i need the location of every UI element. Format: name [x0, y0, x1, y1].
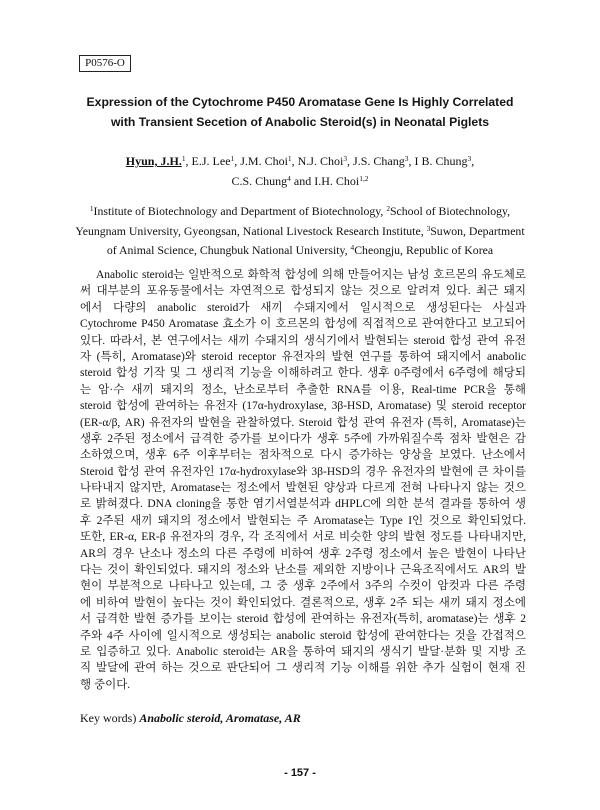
author-name: , N.J. Choi — [291, 154, 344, 168]
affiliation-marker: 2 — [386, 204, 390, 214]
abstract-line: 있다. 따라서, 본 연구에서는 새끼 수돼지의 생식기에서 발현되는 steroid 합성 관여 유전 — [80, 334, 526, 347]
abstract-line: 나타내지 않지만, Aromatase는 정소에서 발현된 양상과 다르게 전혀 나타나지 않는 것으 — [80, 482, 526, 495]
affiliation-text: School of Biotechnology, — [389, 204, 511, 218]
author-name: , I B. Chung — [408, 154, 468, 168]
affiliation-marker: 4 — [350, 243, 355, 253]
affiliation-line — [0, 241, 600, 261]
affiliation-marker: 1 — [230, 154, 235, 164]
abstract-line: Anabolic steroid는 일반적으로 화학적 합성에 의해 만들어지는 남성 호르몬의 유도체로 — [96, 269, 526, 281]
author-list — [0, 151, 600, 191]
affiliation-marker: 1 — [89, 204, 94, 214]
keywords-terms: Anabolic steroid, Aromatase, AR — [139, 711, 301, 725]
keywords-label: Key words) — [80, 711, 137, 725]
title-line: with Transient Secetion of Anabolic Steroid(s) in Neonatal Piglets — [110, 114, 490, 129]
abstract-line: Cytochrome P450 Aromatase 효소가 이 호르몬의 합성에 직접적으로 관여한다고 보고되어 — [80, 318, 526, 331]
abstract-body — [80, 267, 526, 693]
affiliation-line — [0, 202, 600, 222]
abstract-line: 다는 것이 확인되었다. 돼지의 정소와 난소를 제외한 지방이나 근육조직에서도 AR의 발 — [80, 564, 526, 577]
affiliation-text: Suwon, Department — [430, 223, 525, 238]
abstract-line: 로 입증하고 있다. Anabolic steroid는 AR을 통하여 돼지의 생식기 발달·분화 및 지방 조 — [80, 645, 526, 658]
affiliation-marker: 3 — [343, 154, 348, 164]
abstract-line: 로 밝혀졌다. DNA cloning을 통한 염기서열분석과 dHPLC에 의한 분석 결과를 통하여 생 — [80, 498, 526, 511]
abstract-line: 에서 다량의 anabolic steroid가 새끼 수돼지에서 일시적으로 생성된다는 사실과 — [80, 301, 526, 314]
affiliation-marker: 1 — [181, 154, 186, 164]
affiliation-line — [0, 222, 600, 242]
keywords — [80, 710, 526, 726]
abstract-line: 주와 4주 사이에 일시적으로 생성되는 anabolic steroid 합성에 관여한다는 것을 간접적으 — [80, 629, 526, 642]
author-name: C.S. Chung — [231, 174, 288, 188]
abstract-line: 는 암·수 새끼 돼지의 정소, 난소로부터 추출한 RNA를 이용, Real-time PCR을 통해 — [80, 383, 526, 396]
abstract-line: 또한, ER-α, ER-β 유전자의 경우, 각 조직에서 서로 비슷한 양의 발현 정도를 나타내지만, — [80, 531, 526, 544]
abstract-line: 후 2주된 새끼 돼지의 정소에서 발현되는 주 Aromatase는 Type I인 것으로 확인되었다. — [80, 514, 526, 527]
affiliation-text: Institute of Biotechnology and Department of Biotechnology, — [93, 204, 387, 218]
abstract-line: 써 대부분의 포유동물에서는 자연적으로 합성되지 않는 것으로 알려져 있다. 최근 돼지 — [80, 285, 526, 298]
affiliation-list — [0, 202, 600, 261]
affiliation-text: Yeungnam University, Gyeongsan, National Livestock Research Institute, — [75, 223, 427, 238]
abstract-line: AR의 경우 난소나 정소의 다른 주령에 비하여 생후 2주령 정소에서 높은 발현이 나타난 — [80, 547, 526, 560]
presenting-author-name: Hyun, J.H. — [125, 154, 182, 168]
abstract-line: (ER-α/β, AR) 유전자의 발현을 관찰하였다. Steroid 합성 관여 유전자 (특히, Aromatase)는 — [80, 416, 526, 429]
author-name: , — [471, 154, 475, 168]
title-line: Expression of the Cytochrome P450 Aromatase Gene Is Highly Correlated — [86, 95, 514, 109]
abstract-code-box — [79, 55, 131, 72]
abstract-line: steroid 합성에 관여하는 유전자 (17α-hydroxylase, 3β-HSD, Aromatase) 및 steroid receptor — [80, 400, 526, 413]
affiliation-marker: 3 — [426, 223, 431, 233]
abstract-line: steroid 합성 기작 및 그 생리적 기능을 이해하려고 한다. 생후 0주령에서 6주령에 해당되 — [80, 367, 526, 380]
abstract-line: 에 비하여 발현이 높다는 것이 확인되었다. 결론적으로, 생후 2주 되는 새끼 돼지 정소에 — [80, 596, 526, 609]
author-name: , J.M. Choi — [234, 154, 288, 168]
abstract-line: 서 급격한 발현 증가를 보이는 steroid 합성에 관여하는 유전자(특히, aromatase)는 생후 2 — [80, 613, 526, 626]
affiliation-text: of Animal Science, Chungbuk National University, — [106, 243, 351, 257]
abstract-line: 소하였으며, 생후 6주 이후부터는 점차적으로 다시 증가하는 양상을 보였다. 난소에서 — [80, 449, 526, 462]
page-number: - 157 - — [284, 767, 316, 779]
affiliation-marker: 1 — [287, 154, 292, 164]
author-line — [0, 151, 600, 171]
paper-title — [0, 93, 600, 132]
abstract-line: 현이 부분적으로 나타나고 있는데, 그 중 생후 2주에서 3주의 수컷이 암컷과 다른 주령 — [80, 580, 526, 593]
author-name: , J.S. Chang — [347, 154, 405, 168]
abstract-line: 생후 2주된 정소에서 급격한 증가를 보이다가 생후 5주에 가까워질수록 점차 발현은 감 — [80, 432, 526, 445]
abstract-line: 자 (특히, Aromatase)와 steroid receptor 유전자의 발현 연구를 통하여 돼지에서 anabolic — [80, 350, 526, 363]
abstract-line: 직 발달에 관여 하는 것으로 판단되어 그 생리적 기능 이해를 위한 추가 실험이 현재 진 — [80, 662, 526, 675]
affiliation-marker: 4 — [287, 174, 291, 184]
abstract-code: P0576-O — [85, 57, 125, 69]
affiliation-marker: 3 — [404, 154, 409, 164]
author-line — [0, 171, 600, 191]
abstract-line: 행 중이다. — [80, 678, 131, 691]
affiliation-marker: 3 — [467, 154, 472, 164]
abstract-line: Steroid 합성 관여 유전자인 17α-hydroxylase와 3β-HSD의 경우 유전자의 발현에 큰 차이를 — [80, 465, 526, 478]
affiliation-text: Cheongju, Republic of Korea — [354, 243, 494, 257]
author-name: and I.H. Choi — [290, 174, 360, 188]
author-name: , E.J. Lee — [185, 154, 231, 168]
affiliation-marker: 1,2 — [359, 174, 369, 184]
